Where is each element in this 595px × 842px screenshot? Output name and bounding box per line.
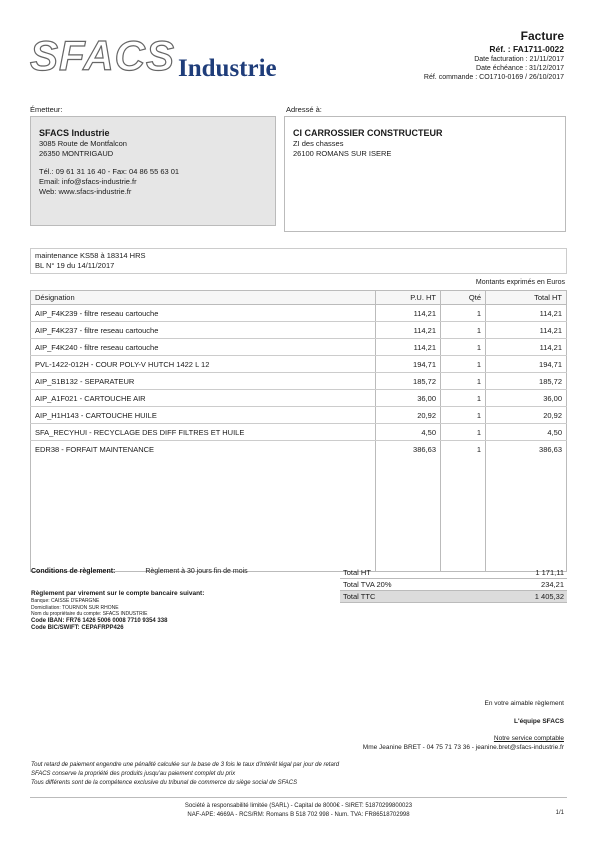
row-qte: 1 [441, 407, 486, 424]
signature-contact: Mme Jeanine BRET - 04 75 71 73 36 - jeanine.bret@sfacs-industrie.fr [362, 744, 564, 751]
row-total: 185,72 [486, 373, 567, 390]
row-pu: 114,21 [376, 322, 441, 339]
penalty-line: Tout retard de paiement engendre une pénalité calculée sur la base de 3 fois le taux d'intérêt légal par jour de retard [31, 762, 340, 768]
totals-table [340, 567, 567, 603]
table-row [31, 373, 567, 390]
col-total: Total HT [486, 291, 567, 305]
row-total: 114,21 [486, 305, 567, 322]
footer-line1: Société à responsabilité limitée (SARL) - Capital de 8000€ - SIRET: 51870299800023 [184, 803, 413, 809]
reference-line2: BL N° 19 du 14/11/2017 [35, 261, 115, 270]
total-ttc-label: Total TTC [340, 591, 478, 603]
row-pu: 185,72 [376, 373, 441, 390]
row-total: 36,00 [486, 390, 567, 407]
invoice-title: Facture [520, 29, 564, 43]
penalties-notes [31, 761, 339, 788]
row-qte: 1 [441, 390, 486, 407]
date-facturation: Date facturation : 21/11/2017 [474, 56, 564, 63]
row-total: 194,71 [486, 356, 567, 373]
row-designation: PVL-1422-012H - COUR POLY-V HUTCH 1422 L 12 [31, 356, 376, 373]
row-pu: 194,71 [376, 356, 441, 373]
invoice-header [424, 29, 564, 82]
penalty-line: Tous différents sont de la compétence exclusive du tribunal de commerce du siège social de SFACS [31, 780, 298, 786]
bank-iban: Code IBAN: FR76 1426 5006 0008 7710 9354 338 [31, 617, 168, 624]
row-designation: AIP_A1F021 - CARTOUCHE AIR [31, 390, 376, 407]
row-pu: 386,63 [376, 441, 441, 458]
emetteur-address1: 3085 Route de Montfalcon [39, 139, 127, 148]
table-row [31, 305, 567, 322]
row-designation: EDR38 - FORFAIT MAINTENANCE [31, 441, 376, 458]
emetteur-tel: Tél.: 09 61 31 16 40 - Fax: 04 86 55 63 01 [39, 167, 180, 176]
conditions-value: Règlement à 30 jours fin de mois [145, 568, 248, 575]
table-header-row [31, 291, 567, 305]
row-pu: 36,00 [376, 390, 441, 407]
bank-info [31, 589, 331, 632]
col-qte: Qté [441, 291, 486, 305]
row-designation: AIP_F4K240 - filtre reseau cartouche [31, 339, 376, 356]
row-qte: 1 [441, 356, 486, 373]
row-pu: 20,92 [376, 407, 441, 424]
row-total: 4,50 [486, 424, 567, 441]
destinataire-address2: 26100 ROMANS SUR ISERE [293, 149, 392, 158]
row-designation: AIP_F4K239 - filtre reseau cartouche [31, 305, 376, 322]
col-designation: Désignation [31, 291, 376, 305]
row-total: 386,63 [486, 441, 567, 458]
total-ttc-value: 1 405,32 [478, 591, 567, 603]
row-qte: 1 [441, 305, 486, 322]
total-ht-label: Total HT [340, 567, 478, 579]
row-pu: 114,21 [376, 305, 441, 322]
currency-note: Montants exprimés en Euros [475, 279, 565, 286]
row-total: 114,21 [486, 322, 567, 339]
total-ht-value: 1 171,11 [478, 567, 567, 579]
bank-heading: Règlement par virement sur le compte bancaire suivant: [31, 590, 205, 597]
destinataire-box [284, 116, 566, 232]
emetteur-web: Web: www.sfacs-industrie.fr [39, 187, 132, 196]
row-designation: AIP_S1B132 - SEPARATEUR [31, 373, 376, 390]
page-number: 1/1 [555, 810, 564, 816]
row-qte: 1 [441, 373, 486, 390]
signature-greeting: En votre aimable règlement [484, 700, 564, 707]
row-qte: 1 [441, 339, 486, 356]
conditions-label: Conditions de règlement: [31, 568, 116, 575]
penalty-line: SFACS conserve la propriété des produits jusqu'au paiement complet du prix [31, 771, 236, 777]
destinataire-label: Adressé à: [286, 105, 322, 114]
payment-conditions [31, 568, 248, 575]
company-logo [30, 30, 320, 90]
logo-main-text: SFACS [30, 32, 176, 79]
total-tva-value: 234,21 [478, 579, 567, 591]
total-tva-row [340, 579, 567, 591]
emetteur-box [30, 116, 276, 226]
destinataire-name: CI CARROSSIER CONSTRUCTEUR [293, 128, 443, 138]
bank-name: Banque: CAISSE D'EPARGNE [31, 598, 100, 604]
signature-service: Notre service comptable [493, 735, 564, 742]
row-designation: SFA_RECYHUI - RECYCLAGE DES DIFF FILTRES ET HUILE [31, 424, 376, 441]
signature-team: L'équipe SFACS [514, 718, 564, 725]
reference-box [30, 248, 567, 274]
bank-domiciliation: Domiciliation: TOURNON SUR RHONE [31, 604, 119, 611]
emetteur-email: Email: info@sfacs-industrie.fr [39, 177, 137, 186]
row-designation: AIP_F4K237 - filtre reseau cartouche [31, 322, 376, 339]
bank-owner: Nom du propriétaire du compte: SFACS INDUSTRIE [31, 611, 148, 617]
footer [30, 797, 567, 820]
table-row [31, 339, 567, 356]
logo-sub-text: Industrie [178, 55, 277, 82]
bank-bic: Code BIC/SWIFT: CEPAFRPP426 [31, 624, 124, 631]
col-pu: P.U. HT [376, 291, 441, 305]
row-designation: AIP_H1H143 - CARTOUCHE HUILE [31, 407, 376, 424]
row-pu: 4,50 [376, 424, 441, 441]
footer-line2: NAF-APE: 4669A - RCS/RM: Romans B 518 702 998 - Num. TVA: FR86518702998 [187, 812, 410, 818]
table-filler [31, 457, 567, 572]
table-row [31, 424, 567, 441]
emetteur-label: Émetteur: [30, 105, 63, 114]
table-row [31, 356, 567, 373]
row-qte: 1 [441, 322, 486, 339]
date-echeance: Date échéance : 31/12/2017 [476, 65, 564, 72]
emetteur-address2: 26350 MONTRIGAUD [39, 149, 114, 158]
table-row [31, 407, 567, 424]
items-table [30, 290, 567, 572]
table-row [31, 322, 567, 339]
row-pu: 114,21 [376, 339, 441, 356]
row-total: 114,21 [486, 339, 567, 356]
row-qte: 1 [441, 441, 486, 458]
ref-commande: Réf. commande : CO1710-0169 / 26/10/2017 [423, 74, 564, 81]
table-row [31, 441, 567, 458]
row-total: 20,92 [486, 407, 567, 424]
destinataire-address1: ZI des chasses [293, 139, 344, 148]
reference-line1: maintenance KS58 à 18314 HRS [35, 251, 146, 260]
emetteur-name: SFACS Industrie [39, 128, 110, 138]
total-tva-label: Total TVA 20% [340, 579, 478, 591]
row-qte: 1 [441, 424, 486, 441]
invoice-ref: Réf. : FA1711-0022 [489, 44, 564, 54]
table-row [31, 390, 567, 407]
total-ttc-row [340, 591, 567, 603]
total-ht-row [340, 567, 567, 579]
